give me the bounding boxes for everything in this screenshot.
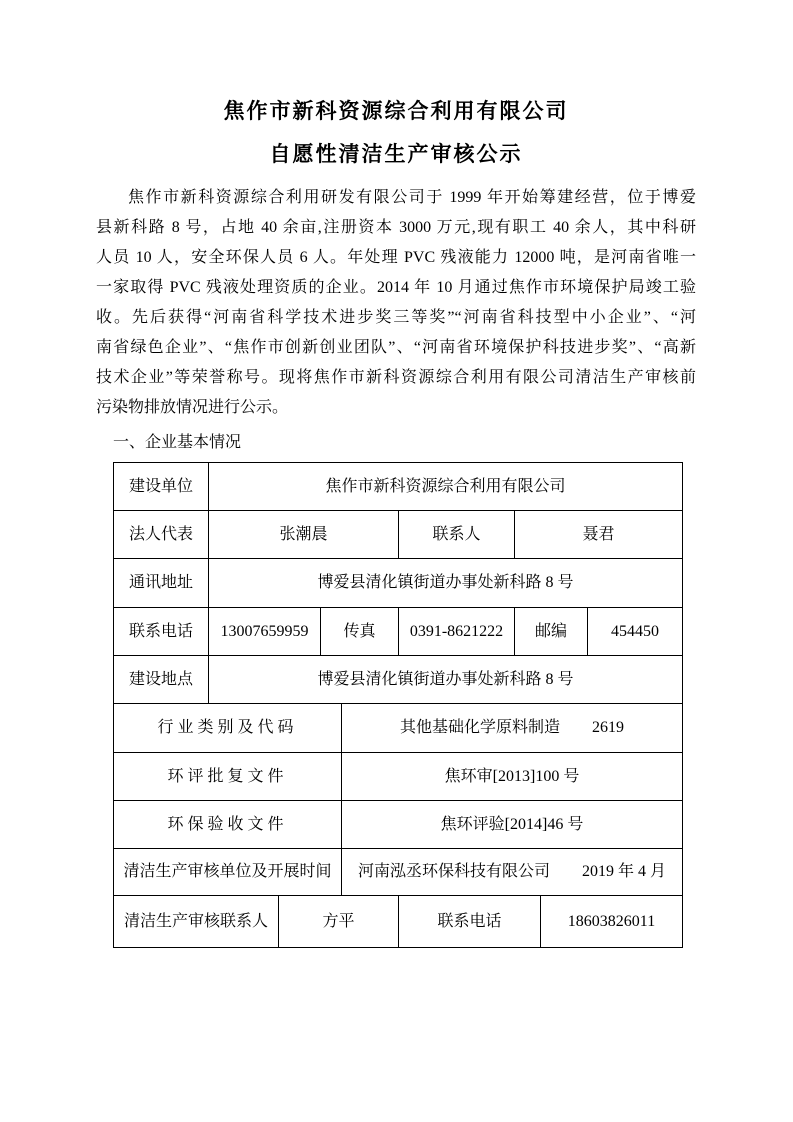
table-row [114,849,683,896]
paragraph-line: 收。先后获得“河南省科学技术进步奖三等奖”“河南省科技型中小企业”、“河 [96,309,696,326]
contact-person-label: 联系人 [399,511,515,559]
paragraph-line: 焦作市新科资源综合利用研发有限公司于 1999 年开始筹建经营，位于博爱 [128,189,696,206]
audit-phone-label: 联系电话 [399,896,541,948]
phone-value: 13007659959 [209,608,321,656]
legal-representative-label: 法人代表 [114,511,209,559]
mailing-address-value: 博爱县清化镇街道办事处新科路 8 号 [209,559,683,608]
postcode-label: 邮编 [515,608,588,656]
industry-category-label: 行业类别及代码 [114,704,342,753]
table-row [114,559,683,608]
document-subtitle: 自愿性清洁生产审核公示 [269,142,523,166]
construction-unit-value: 焦作市新科资源综合利用有限公司 [209,463,683,511]
construction-site-value: 博爱县清化镇街道办事处新科路 8 号 [209,656,683,704]
paragraph-line: 人员 10 人，安全环保人员 6 人。年处理 PVC 残液能力 12000 吨，是河南省唯一 [96,249,696,266]
table-row [114,753,683,801]
audit-contact-label: 清洁生产审核联系人 [114,896,279,948]
table-row [114,656,683,704]
audit-unit-time-value: 河南泓丞环保科技有限公司 2019 年 4 月 [342,849,683,896]
ep-acceptance-value: 焦环评验[2014]46 号 [342,801,683,849]
paragraph-line: 污染物排放情况进行公示。 [96,399,289,416]
legal-representative-value: 张潮晨 [209,511,399,559]
table-row [114,896,683,948]
table-row [114,463,683,511]
company-info-table [113,462,683,948]
audit-phone-value: 18603826011 [541,896,683,948]
ep-acceptance-label: 环保验收文件 [114,801,342,849]
eia-approval-value: 焦环审[2013]100 号 [342,753,683,801]
postcode-value: 454450 [588,608,683,656]
paragraph-line: 南省绿色企业”、“焦作市创新创业团队”、“河南省环境保护科技进步奖”、“高新 [96,339,696,356]
paragraph-line: 技术企业”等荣誉称号。现将焦作市新科资源综合利用有限公司清洁生产审核前 [96,369,696,386]
document-title: 焦作市新科资源综合利用有限公司 [223,99,569,123]
contact-person-value: 聂君 [515,511,683,559]
fax-label: 传真 [321,608,399,656]
paragraph [96,183,696,423]
audit-unit-time-label: 清洁生产审核单位及开展时间 [114,849,342,896]
paragraph-line: 县新科路 8 号，占地 40 余亩,注册资本 3000 万元,现有职工 40 余人，其中科研 [96,219,696,236]
table-row [114,511,683,559]
industry-category-value: 其他基础化学原料制造 2619 [342,704,683,753]
audit-contact-value: 方平 [279,896,399,948]
table-body [114,463,683,948]
section-heading: 一、企业基本情况 [113,434,242,451]
phone-label: 联系电话 [114,608,209,656]
construction-site-label: 建设地点 [114,656,209,704]
fax-value: 0391-8621222 [399,608,515,656]
paragraph-line: 一家取得 PVC 残液处理资质的企业。2014 年 10 月通过焦作市环境保护局竣工验 [96,279,696,296]
table-row [114,801,683,849]
table-row [114,704,683,753]
mailing-address-label: 通讯地址 [114,559,209,608]
construction-unit-label: 建设单位 [114,463,209,511]
table-row [114,608,683,656]
eia-approval-label: 环评批复文件 [114,753,342,801]
